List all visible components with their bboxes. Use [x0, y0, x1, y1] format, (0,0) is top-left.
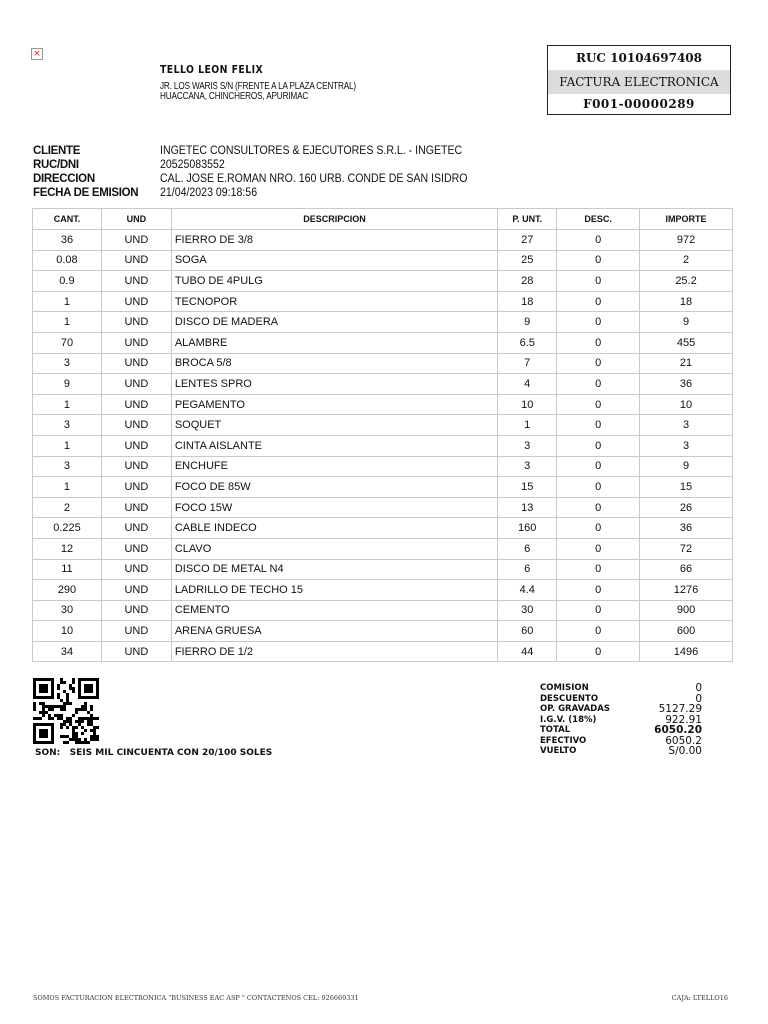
table-header-row	[33, 209, 733, 230]
cell-cant: 1	[33, 435, 102, 456]
cell-importe: 36	[640, 374, 733, 395]
totals-label: VUELTO	[540, 746, 577, 756]
cell-desc: 0	[557, 374, 640, 395]
cell-cant: 3	[33, 415, 102, 436]
totals-label: EFECTIVO	[540, 735, 587, 746]
table-row	[33, 312, 733, 333]
address-line-2: HUACCANA, CHINCHEROS, APURIMAC	[160, 91, 309, 102]
cell-desc: 0	[557, 353, 640, 374]
address-value: CAL. JOSE E.ROMAN NRO. 160 URB. CONDE DE SAN ISIDRO	[160, 173, 468, 185]
cell-descripcion: CLAVO	[171, 538, 497, 559]
cell-p-unt: 6.5	[498, 332, 557, 353]
cell-p-unt: 44	[498, 641, 557, 662]
cell-und: UND	[101, 271, 171, 292]
header-desc: DESC.	[557, 209, 640, 230]
footer-cashier: CAJA: LTELLO16	[671, 994, 728, 1002]
header-cant: CANT.	[33, 209, 102, 230]
cell-descripcion: DISCO DE MADERA	[171, 312, 497, 333]
cell-importe: 2	[640, 250, 733, 271]
cell-und: UND	[101, 250, 171, 271]
cell-desc: 0	[557, 580, 640, 601]
cell-importe: 1496	[640, 641, 733, 662]
table-row	[33, 518, 733, 539]
totals-block	[540, 683, 702, 757]
cell-importe: 1276	[640, 580, 733, 601]
cell-importe: 455	[640, 332, 733, 353]
client-row	[33, 144, 494, 158]
cell-p-unt: 9	[498, 312, 557, 333]
cell-p-unt: 4.4	[498, 580, 557, 601]
cell-cant: 9	[33, 374, 102, 395]
cell-und: UND	[101, 435, 171, 456]
cell-p-unt: 1	[498, 415, 557, 436]
table-row	[33, 435, 733, 456]
address-label: DIRECCION	[33, 173, 95, 185]
table-row	[33, 415, 733, 436]
table-row	[33, 559, 733, 580]
cell-p-unt: 3	[498, 456, 557, 477]
cell-cant: 2	[33, 497, 102, 518]
cell-descripcion: LADRILLO DE TECHO 15	[171, 580, 497, 601]
cell-importe: 15	[640, 477, 733, 498]
cell-cant: 70	[33, 332, 102, 353]
table-row	[33, 497, 733, 518]
totals-label: TOTAL	[540, 725, 571, 735]
cell-p-unt: 10	[498, 394, 557, 415]
totals-label: OP. GRAVADAS	[540, 704, 610, 714]
cell-p-unt: 7	[498, 353, 557, 374]
cell-importe: 972	[640, 230, 733, 251]
totals-row	[540, 704, 702, 715]
cell-descripcion: ALAMBRE	[171, 332, 497, 353]
header-descripcion: DESCRIPCION	[171, 209, 497, 230]
totals-value: 922.91	[665, 713, 702, 726]
address-line-1: JR. LOS WARIS S/N (FRENTE A LA PLAZA CENTRAL)	[160, 81, 357, 92]
cell-desc: 0	[557, 230, 640, 251]
cell-cant: 34	[33, 641, 102, 662]
cell-und: UND	[101, 518, 171, 539]
amount-in-words	[35, 748, 272, 758]
cell-descripcion: ARENA GRUESA	[171, 621, 497, 642]
cell-desc: 0	[557, 271, 640, 292]
totals-label: COMISION	[540, 683, 589, 693]
table-row	[33, 600, 733, 621]
ruc-number: RUC 10104697408	[575, 51, 702, 65]
client-value: INGETEC CONSULTORES & EJECUTORES S.R.L. - INGETEC	[160, 145, 463, 157]
cell-descripcion: TECNOPOR	[171, 291, 497, 312]
cell-und: UND	[101, 600, 171, 621]
table-row	[33, 538, 733, 559]
cell-descripcion: SOQUET	[171, 415, 497, 436]
cell-desc: 0	[557, 415, 640, 436]
table-row	[33, 230, 733, 251]
broken-image-icon: ×	[31, 48, 43, 60]
client-label: CLIENTE	[33, 145, 81, 157]
cell-cant: 3	[33, 456, 102, 477]
cell-p-unt: 3	[498, 435, 557, 456]
cell-importe: 9	[640, 456, 733, 477]
cell-descripcion: PEGAMENTO	[171, 394, 497, 415]
header-importe: IMPORTE	[640, 209, 733, 230]
cell-cant: 10	[33, 621, 102, 642]
totals-value: 6050.20	[654, 724, 702, 736]
cell-p-unt: 160	[498, 518, 557, 539]
cell-cant: 1	[33, 312, 102, 333]
cell-desc: 0	[557, 312, 640, 333]
cell-cant: 1	[33, 477, 102, 498]
cell-importe: 9	[640, 312, 733, 333]
cell-importe: 66	[640, 559, 733, 580]
ruc-dni-value: 20525083552	[160, 159, 225, 171]
cell-importe: 25.2	[640, 271, 733, 292]
totals-row	[540, 746, 702, 757]
cell-desc: 0	[557, 600, 640, 621]
cell-cant: 290	[33, 580, 102, 601]
cell-desc: 0	[557, 291, 640, 312]
cell-descripcion: CEMENTO	[171, 600, 497, 621]
address-row	[33, 172, 494, 186]
totals-row	[540, 683, 702, 694]
cell-cant: 11	[33, 559, 102, 580]
son-text: SEIS MIL CINCUENTA CON 20/100 SOLES	[69, 748, 273, 758]
totals-value: S/0.00	[668, 745, 702, 757]
qr-code	[33, 678, 99, 744]
cell-descripcion: BROCA 5/8	[171, 353, 497, 374]
cell-desc: 0	[557, 559, 640, 580]
cell-und: UND	[101, 415, 171, 436]
totals-value: 0	[695, 692, 702, 705]
cell-desc: 0	[557, 394, 640, 415]
cell-und: UND	[101, 497, 171, 518]
cell-desc: 0	[557, 497, 640, 518]
cell-cant: 0.08	[33, 250, 102, 271]
table-row	[33, 374, 733, 395]
cell-cant: 1	[33, 394, 102, 415]
cell-importe: 600	[640, 621, 733, 642]
cell-und: UND	[101, 641, 171, 662]
cell-descripcion: FOCO 15W	[171, 497, 497, 518]
issue-date-row	[33, 186, 494, 200]
cell-cant: 3	[33, 353, 102, 374]
table-row	[33, 477, 733, 498]
table-row	[33, 271, 733, 292]
cell-descripcion: LENTES SPRO	[171, 374, 497, 395]
cell-cant: 30	[33, 600, 102, 621]
cell-descripcion: TUBO DE 4PULG	[171, 271, 497, 292]
cell-p-unt: 28	[498, 271, 557, 292]
cell-importe: 26	[640, 497, 733, 518]
company-name: TELLO LEON FELIX	[160, 63, 264, 76]
table-row	[33, 580, 733, 601]
cell-und: UND	[101, 621, 171, 642]
cell-cant: 0.225	[33, 518, 102, 539]
cell-p-unt: 18	[498, 291, 557, 312]
issue-date-value: 21/04/2023 09:18:56	[160, 187, 258, 199]
cell-p-unt: 6	[498, 538, 557, 559]
cell-importe: 3	[640, 435, 733, 456]
table-row	[33, 621, 733, 642]
totals-value: 6050.2	[665, 734, 702, 747]
cell-desc: 0	[557, 456, 640, 477]
cell-und: UND	[101, 477, 171, 498]
cell-desc: 0	[557, 538, 640, 559]
cell-p-unt: 60	[498, 621, 557, 642]
cell-descripcion: DISCO DE METAL N4	[171, 559, 497, 580]
table-row	[33, 291, 733, 312]
cell-importe: 10	[640, 394, 733, 415]
cell-descripcion: SOGA	[171, 250, 497, 271]
cell-descripcion: ENCHUFE	[171, 456, 497, 477]
ruc-dni-label: RUC/DNI	[33, 159, 79, 171]
header-und: UND	[101, 209, 171, 230]
cell-und: UND	[101, 332, 171, 353]
client-info	[33, 144, 494, 200]
cell-cant: 1	[33, 291, 102, 312]
table-row	[33, 456, 733, 477]
cell-und: UND	[101, 230, 171, 251]
cell-desc: 0	[557, 477, 640, 498]
cell-und: UND	[101, 374, 171, 395]
cell-und: UND	[101, 291, 171, 312]
table-row	[33, 353, 733, 374]
cell-cant: 36	[33, 230, 102, 251]
totals-value: 5127.29	[658, 703, 702, 715]
cell-und: UND	[101, 394, 171, 415]
ruc-dni-row	[33, 158, 494, 172]
cell-importe: 3	[640, 415, 733, 436]
ruc-box	[547, 45, 731, 115]
cell-descripcion: FOCO DE 85W	[171, 477, 497, 498]
invoice-number: F001-00000289	[583, 97, 695, 111]
cell-cant: 0.9	[33, 271, 102, 292]
cell-importe: 18	[640, 291, 733, 312]
cell-p-unt: 6	[498, 559, 557, 580]
cell-descripcion: FIERRO DE 1/2	[171, 641, 497, 662]
cell-cant: 12	[33, 538, 102, 559]
cell-und: UND	[101, 456, 171, 477]
cell-p-unt: 4	[498, 374, 557, 395]
cell-descripcion: CINTA AISLANTE	[171, 435, 497, 456]
cell-p-unt: 27	[498, 230, 557, 251]
cell-und: UND	[101, 559, 171, 580]
cell-descripcion: FIERRO DE 3/8	[171, 230, 497, 251]
cell-p-unt: 25	[498, 250, 557, 271]
items-table	[32, 208, 733, 662]
cell-p-unt: 15	[498, 477, 557, 498]
table-row	[33, 332, 733, 353]
cell-p-unt: 13	[498, 497, 557, 518]
cell-desc: 0	[557, 518, 640, 539]
totals-row	[540, 725, 702, 736]
issue-date-label: FECHA DE EMISION	[33, 187, 139, 199]
cell-importe: 72	[640, 538, 733, 559]
cell-p-unt: 30	[498, 600, 557, 621]
totals-label: I.G.V. (18%)	[540, 714, 597, 725]
document-type: FACTURA ELECTRONICA	[548, 70, 730, 94]
cell-desc: 0	[557, 641, 640, 662]
cell-und: UND	[101, 353, 171, 374]
totals-value: 0	[695, 682, 702, 694]
cell-desc: 0	[557, 332, 640, 353]
table-row	[33, 641, 733, 662]
table-row	[33, 250, 733, 271]
footer-contact: SOMOS FACTURACION ELECTRONICA "BUSINESS EAC ASP " CONTACTENOS CEL: 926669331	[33, 994, 359, 1002]
header-p-unt: P. UNT.	[498, 209, 557, 230]
cell-desc: 0	[557, 250, 640, 271]
totals-label: DESCUENTO	[540, 693, 599, 704]
cell-und: UND	[101, 538, 171, 559]
son-label: SON:	[35, 748, 61, 758]
cell-desc: 0	[557, 435, 640, 456]
company-address	[160, 82, 356, 102]
cell-desc: 0	[557, 621, 640, 642]
cell-descripcion: CABLE INDECO	[171, 518, 497, 539]
table-row	[33, 394, 733, 415]
cell-importe: 21	[640, 353, 733, 374]
cell-importe: 900	[640, 600, 733, 621]
cell-und: UND	[101, 312, 171, 333]
cell-importe: 36	[640, 518, 733, 539]
cell-und: UND	[101, 580, 171, 601]
